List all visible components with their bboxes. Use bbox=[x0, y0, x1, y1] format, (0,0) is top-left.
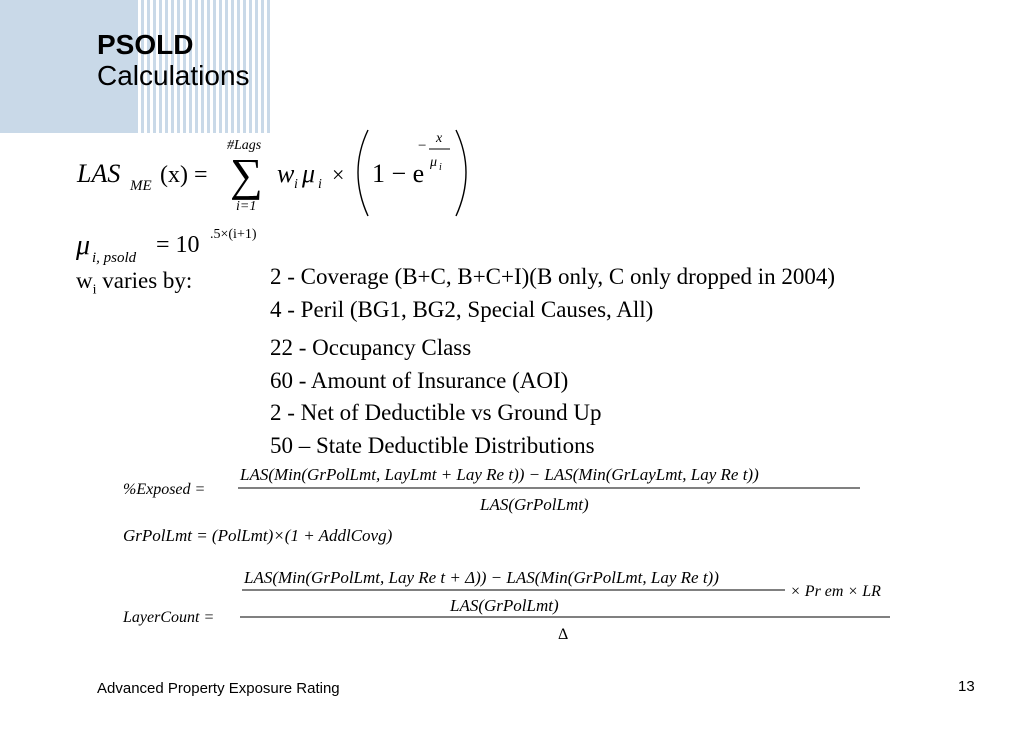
mu-term: μ bbox=[302, 159, 316, 188]
exposed-equation bbox=[120, 458, 880, 520]
mu-psold-equation bbox=[72, 220, 312, 270]
exp-numerator: x bbox=[436, 131, 443, 146]
las-me-lhs: LAS bbox=[77, 159, 121, 188]
exp-minus: − bbox=[418, 138, 427, 154]
weights-label-rest: varies by: bbox=[96, 268, 193, 293]
footer-title: Advanced Property Exposure Rating bbox=[97, 680, 340, 697]
page-number: 13 bbox=[958, 678, 975, 695]
right-paren bbox=[456, 130, 466, 216]
list-item: 4 - Peril (BG1, BG2, Special Causes, All) bbox=[270, 297, 654, 322]
one-minus-e: 1 − e bbox=[372, 159, 425, 188]
las-me-equation bbox=[72, 122, 482, 222]
weights-label-sub: i bbox=[92, 282, 97, 298]
mu-sub: i bbox=[318, 177, 322, 192]
list-item: 2 - Coverage (B+C, B+C+I)(B only, C only dropped in 2004) bbox=[270, 264, 836, 289]
layercount-lhs: LayerCount = bbox=[123, 609, 215, 626]
exp-denominator: μ bbox=[430, 155, 438, 170]
exp-denominator-sub: i bbox=[439, 162, 442, 173]
weight-term: w bbox=[277, 159, 295, 188]
weights-label-w: w bbox=[76, 268, 93, 293]
list-item: 50 – State Deductible Distributions bbox=[270, 433, 595, 458]
layercount-equation bbox=[120, 560, 900, 646]
weights-label bbox=[76, 264, 192, 307]
title-bold: PSOLD bbox=[97, 29, 194, 60]
exposed-numerator: LAS(Min(GrPolLmt, LayLmt + Lay Re t)) − LAS(Min(GrLayLmt, Lay Re t)) bbox=[240, 465, 759, 484]
layercount-denominator: LAS(GrPolLmt) bbox=[450, 596, 559, 615]
list-item: 22 - Occupancy Class bbox=[270, 335, 472, 360]
slide-title bbox=[97, 30, 250, 92]
mu-psold-rhs: = 10 bbox=[156, 232, 200, 258]
list-item: 60 - Amount of Insurance (AOI) bbox=[270, 368, 569, 393]
mu-psold-symbol: μ bbox=[76, 230, 91, 261]
exposed-denominator: LAS(GrPolLmt) bbox=[480, 495, 589, 514]
list-item: 2 - Net of Deductible vs Ground Up bbox=[270, 400, 602, 425]
layercount-suffix: × Pr em × LR bbox=[790, 583, 881, 600]
grpollmt-equation bbox=[120, 520, 520, 552]
las-me-arg: (x) = bbox=[160, 162, 208, 188]
layercount-numerator: LAS(Min(GrPolLmt, Lay Re t + Δ)) − LAS(Min(GrPolLmt, Lay Re t)) bbox=[244, 568, 719, 587]
las-me-lhs-sub: ME bbox=[130, 178, 152, 194]
weight-sub: i bbox=[294, 177, 298, 192]
sum-upper-limit: #Lags bbox=[227, 138, 262, 153]
times-symbol: × bbox=[332, 162, 345, 187]
grpollmt-text: GrPolLmt = (PolLmt)×(1 + AddlCovg) bbox=[123, 526, 393, 545]
mu-psold-sub: i, psold bbox=[92, 250, 137, 266]
sum-lower-limit: i=1 bbox=[236, 199, 257, 214]
left-paren bbox=[358, 130, 368, 216]
sum-symbol: ∑ bbox=[230, 149, 263, 200]
title-subtitle: Calculations bbox=[97, 60, 250, 91]
layercount-outer-denominator: Δ bbox=[558, 626, 569, 643]
mu-psold-exponent: .5×(i+1) bbox=[210, 227, 257, 242]
exposed-lhs: %Exposed = bbox=[123, 481, 206, 498]
